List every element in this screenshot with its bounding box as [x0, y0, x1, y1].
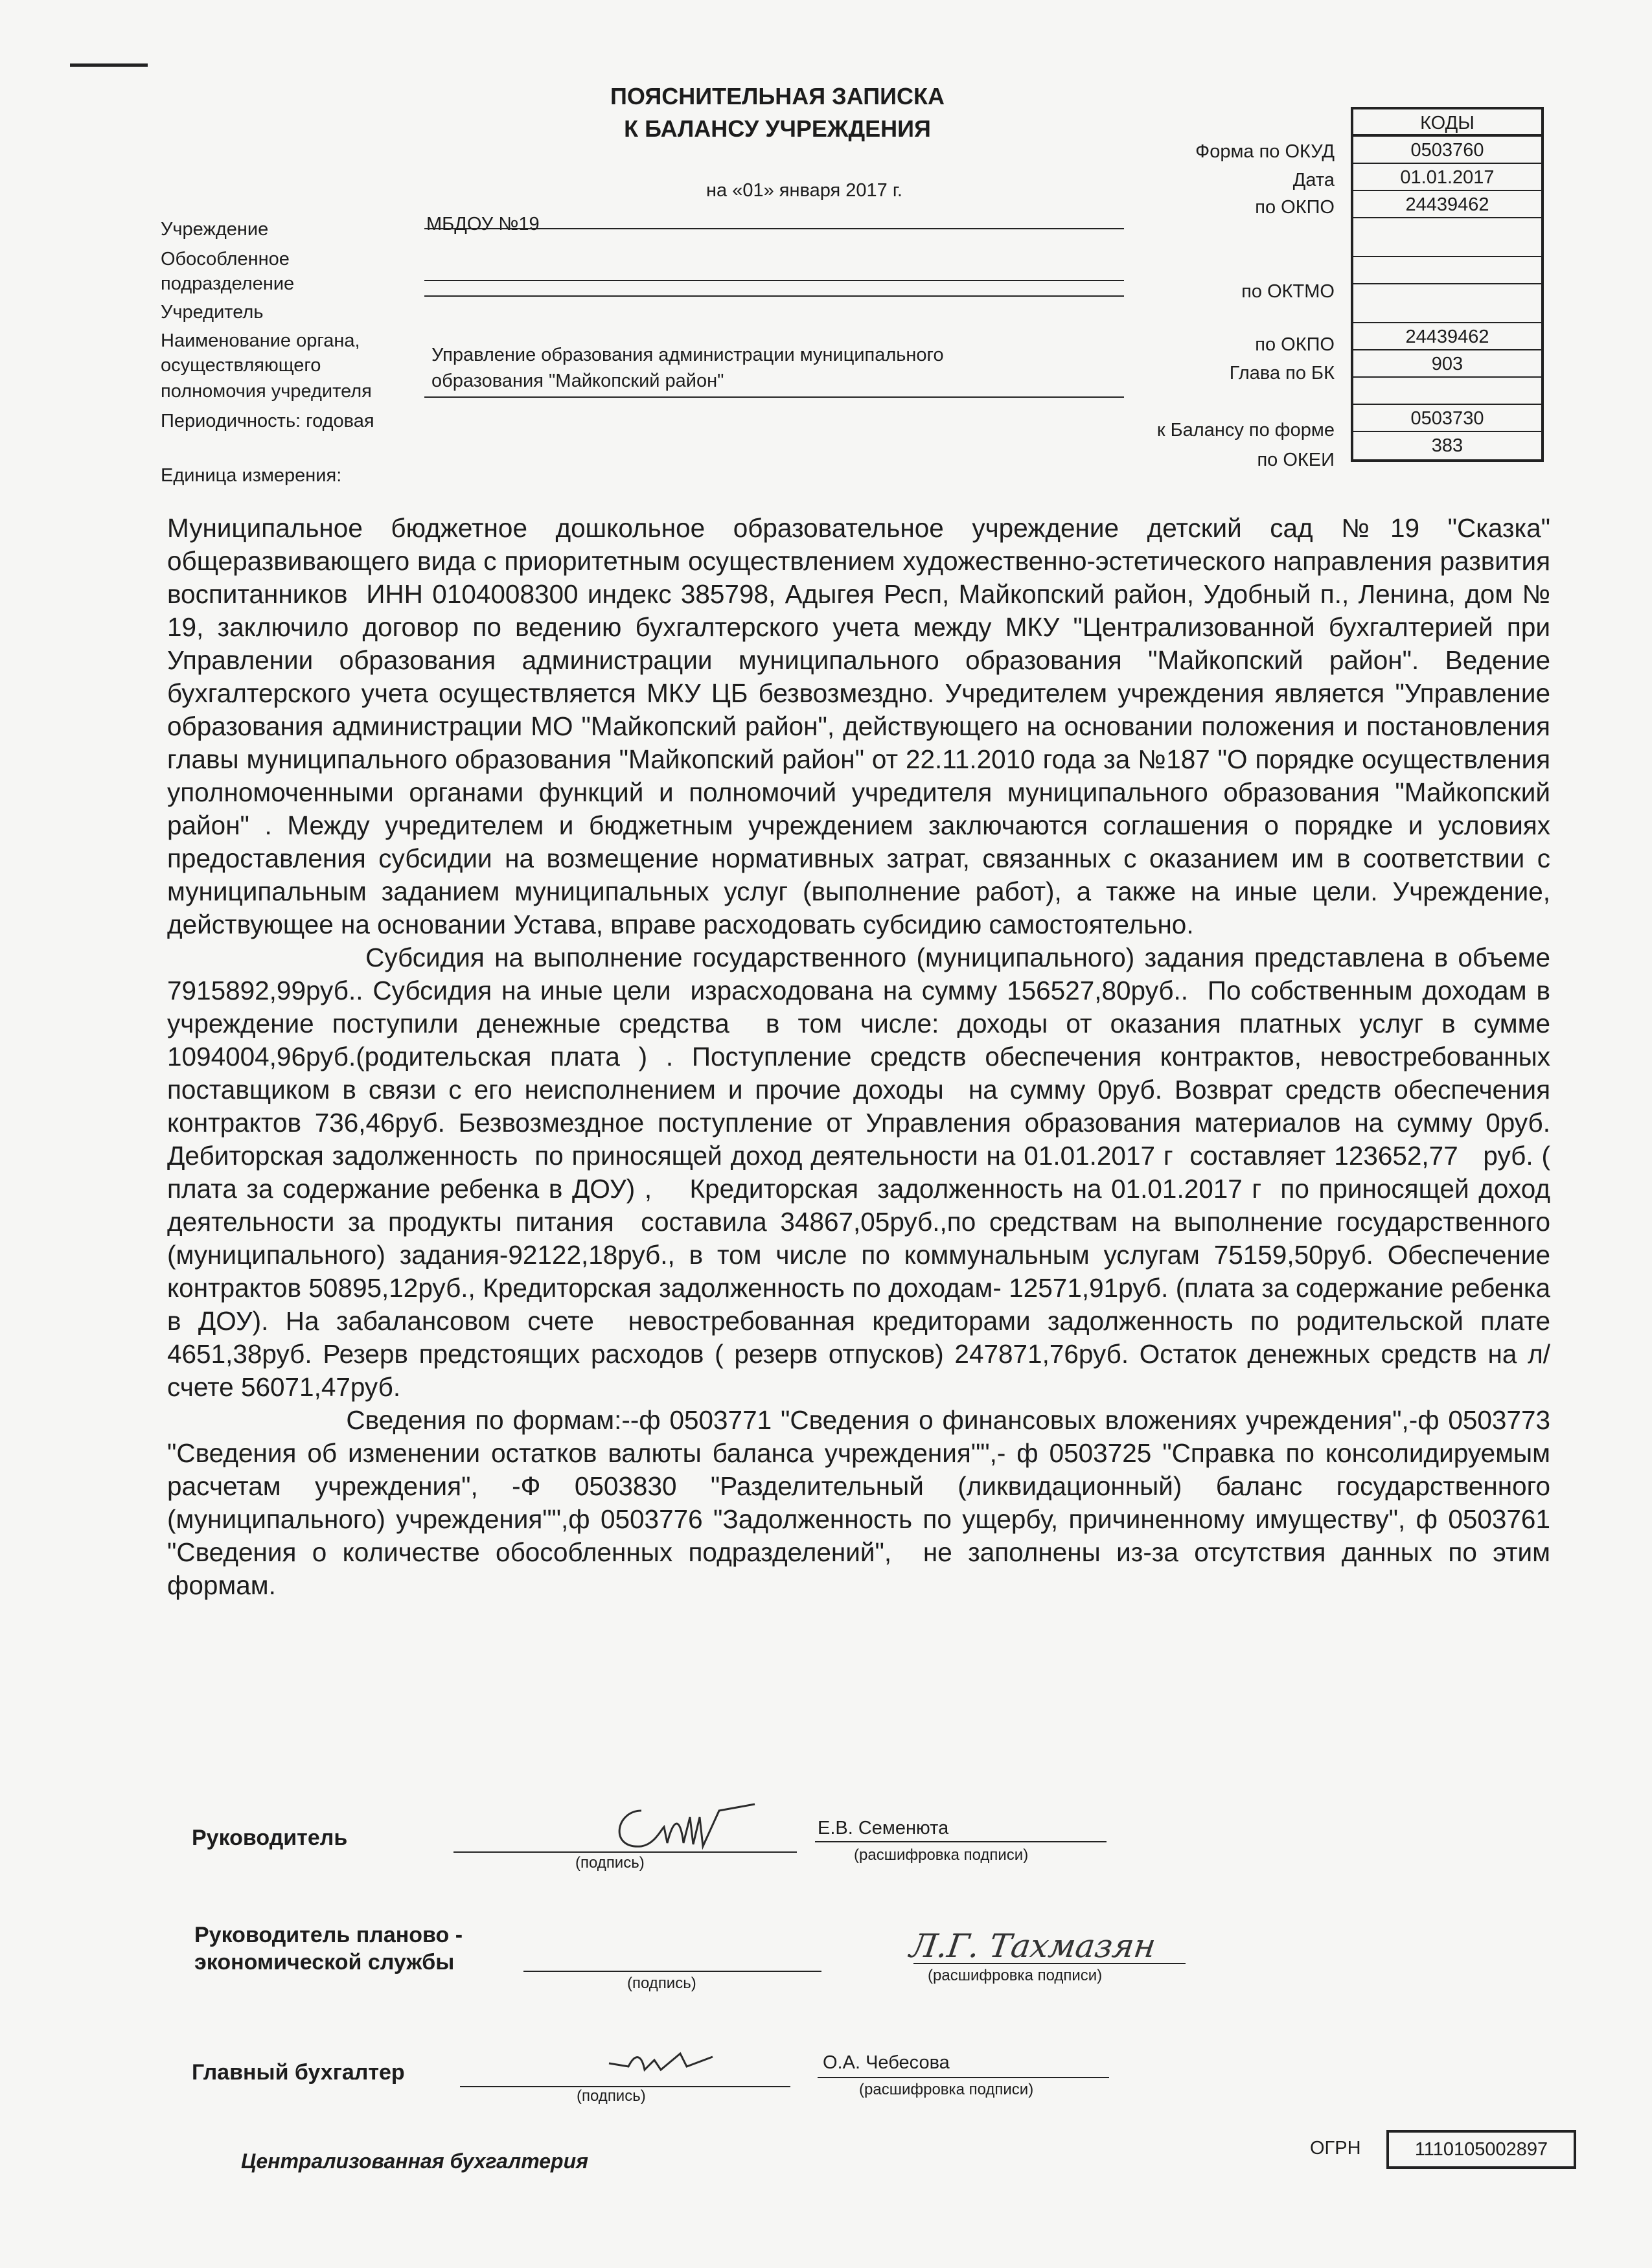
label-oktmo: по ОКТМО	[1241, 281, 1335, 302]
planning-label-2: экономической службы	[194, 1950, 455, 1975]
code-date: 01.01.2017	[1353, 164, 1541, 191]
label-founder: Учредитель	[161, 302, 264, 323]
planning-sign-line	[523, 1971, 821, 1972]
founder-line	[424, 295, 1124, 297]
organ-line	[424, 396, 1124, 398]
label-okei: по ОКЕИ	[1257, 450, 1335, 470]
report-date: на «01» января 2017 г.	[706, 180, 902, 201]
label-organ-1: Наименование органа,	[161, 330, 360, 351]
head-sign-caption: (подпись)	[575, 1854, 645, 1872]
document-title-line2: К БАЛАНСУ УЧРЕЖДЕНИЯ	[624, 115, 931, 142]
accountant-signature-mark	[602, 2047, 719, 2086]
planning-decode-line	[913, 1963, 1186, 1964]
label-periodicity: Периодичность: годовая	[161, 411, 374, 431]
organ-value-line1: Управление образования администрации муниципального	[431, 345, 944, 365]
codes-heading: КОДЫ	[1353, 109, 1541, 137]
head-signature-mark	[602, 1791, 771, 1856]
label-organ-2: осуществляющего	[161, 355, 321, 376]
institution-value: МБДОУ №19	[426, 214, 540, 235]
head-decode-caption: (расшифровка подписи)	[854, 1846, 1029, 1864]
code-blank-1	[1353, 218, 1541, 257]
accountant-decode-line	[818, 2077, 1109, 2078]
code-glava-bk: 903	[1353, 350, 1541, 378]
institution-line	[424, 228, 1124, 229]
label-okpo-2: по ОКПО	[1255, 334, 1335, 355]
label-glava-bk: Глава по БК	[1229, 363, 1335, 384]
head-name: Е.В. Семенюта	[818, 1818, 949, 1838]
planning-sign-caption: (подпись)	[627, 1975, 696, 1992]
document-title-line1: ПОЯСНИТЕЛЬНАЯ ЗАПИСКА	[610, 83, 945, 109]
code-blank-3	[1353, 378, 1541, 405]
label-date: Дата	[1292, 170, 1335, 190]
accountant-name: О.А. Чебесова	[823, 2052, 950, 2073]
footer-org: Централизованная бухгалтерия	[241, 2149, 588, 2173]
corner-mark	[70, 63, 148, 67]
codes-table	[1351, 107, 1544, 462]
planning-label-1: Руководитель планово -	[194, 1923, 463, 1947]
subdivision-line	[424, 280, 1124, 281]
code-okpo-1: 24439462	[1353, 191, 1541, 218]
label-subdivision-1: Обособленное	[161, 249, 290, 269]
label-organ-3: полномочия учредителя	[161, 381, 372, 402]
code-okud: 0503760	[1353, 137, 1541, 164]
code-forma: 0503730	[1353, 405, 1541, 432]
label-okpo-1: по ОКПО	[1255, 197, 1335, 218]
accountant-sign-caption: (подпись)	[577, 2087, 646, 2105]
planning-decode-caption: (расшифровка подписи)	[928, 1967, 1103, 1984]
code-blank-2	[1353, 284, 1541, 323]
label-okud: Форма по ОКУД	[1195, 141, 1335, 162]
code-okei: 383	[1431, 435, 1463, 456]
ogrn-label: ОГРН	[1310, 2138, 1361, 2159]
accountant-decode-caption: (расшифровка подписи)	[859, 2081, 1034, 2098]
organ-value-line2: образования "Майкопский район"	[431, 371, 724, 391]
explanatory-note-body: Муниципальное бюджетное дошкольное образовательное учреждение детский сад №19 "Сказка" общеразвивающего вида с приоритетным осуществлением художественно-эстетического направления развития воспитанников ИНН 0104008300 индекс 385798, Адыгея Респ, Майкопский район, Удобный п., Ленина, дом № 19, заключило договор по ведению бухгалтерского учета между МКУ "Централизованной бухгалтерией при Управлении образования администрации муниципального образования "Майкопский район". Ведение бухгалтерского учета осуществляется МКУ ЦБ безвозмездно. Учредителем учреждения является "Управление образования администрации МО "Майкопский район", действующего на основании положения и постановления главы муниципального образования "Майкопский район" от 22.11.2010 года за №187 "О порядке осуществления уполномоченными органами функций и полномочий учредителя муниципального образования "Майкопский район" . Между учредителем и бюджетным учреждением заключаются соглашения о порядке и условиях предоставления субсидии на возмещение нормативных затрат, связанных с оказанием им в соответствии с муниципальным заданием муниципальных услуг (выполнение работ), а также на иные цели. Учреждение, действующее на основании Устава, вправе расходовать субсидию самостоятельно. Субсидия на выполнение государственного (муниципального) задания представлена в объеме 7915892,99руб.. Субсидия на иные цели израсходована на сумму 156527,80руб.. По собственным доходам в учреждение поступили денежные средства в том числе: доходы от оказания платных услуг в сумме 1094004,96руб.(родительская плата ) . Поступление средств обеспечения контрактов, невостребованных поставщиком в связи с его неисполнением и прочие доходы на сумму 0руб. Возврат средств обеспечения контрактов 736,46руб. Безвозмездное поступление от Управления образования материалов на сумму 0руб. Дебиторская задолженность по приносящей доход деятельности на 01.01.2017 г составляет 123652,77 руб. ( плата за содержание ребенка в ДОУ) , Кредиторская задолженность на 01.01.2017 г по приносящей доход деятельности за продукты питания составила 34867,05руб.,по средствам на выполнение государственного (муниципального) задания-92122,18руб., в том числе по коммунальным услугам 75159,50руб. Обеспечение контрактов 50895,12руб., Кредиторская задолженность по доходам- 12571,91руб. (плата за содержание ребенка в ДОУ). На забалансовом счете невостребованная кредиторами задолженность по родительской плате 4651,38руб. Резерв предстоящих расходов ( резерв отпусков) 247871,76руб. Остаток денежных средств на л/счете 56071,47руб. Сведения по формам:--ф 0503771 "Сведения о финансовых вложениях учреждения",-ф 0503773 "Сведения об изменении остатков валюты баланса учреждения"",- ф 0503725 "Справка по консолидируемым расчетам учреждения", -Ф 0503830 "Разделительный (ликвидационный) баланс государственного (муниципального) учреждения"",ф 0503776 "Задолженность по ущербу, причиненному имуществу", ф 0503761 "Сведения о количестве обособленных подразделений", не заполнены из-за отсутствия данных по этим формам.	[167, 513, 1551, 1600]
accountant-label: Главный бухгалтер	[192, 2060, 405, 2085]
head-label: Руководитель	[192, 1826, 348, 1850]
code-okpo-2: 24439462	[1353, 323, 1541, 350]
code-oktmo	[1353, 257, 1541, 284]
ogrn-value: 1110105002897	[1386, 2130, 1576, 2169]
label-unit: Единица измерения:	[161, 465, 342, 486]
label-institution: Учреждение	[161, 219, 269, 240]
planning-name: Л.Г. Тахмазян	[907, 1927, 1158, 1965]
head-decode-line	[815, 1841, 1107, 1842]
label-subdivision-2: подразделение	[161, 273, 295, 294]
label-forma: к Балансу по форме	[1156, 420, 1335, 441]
